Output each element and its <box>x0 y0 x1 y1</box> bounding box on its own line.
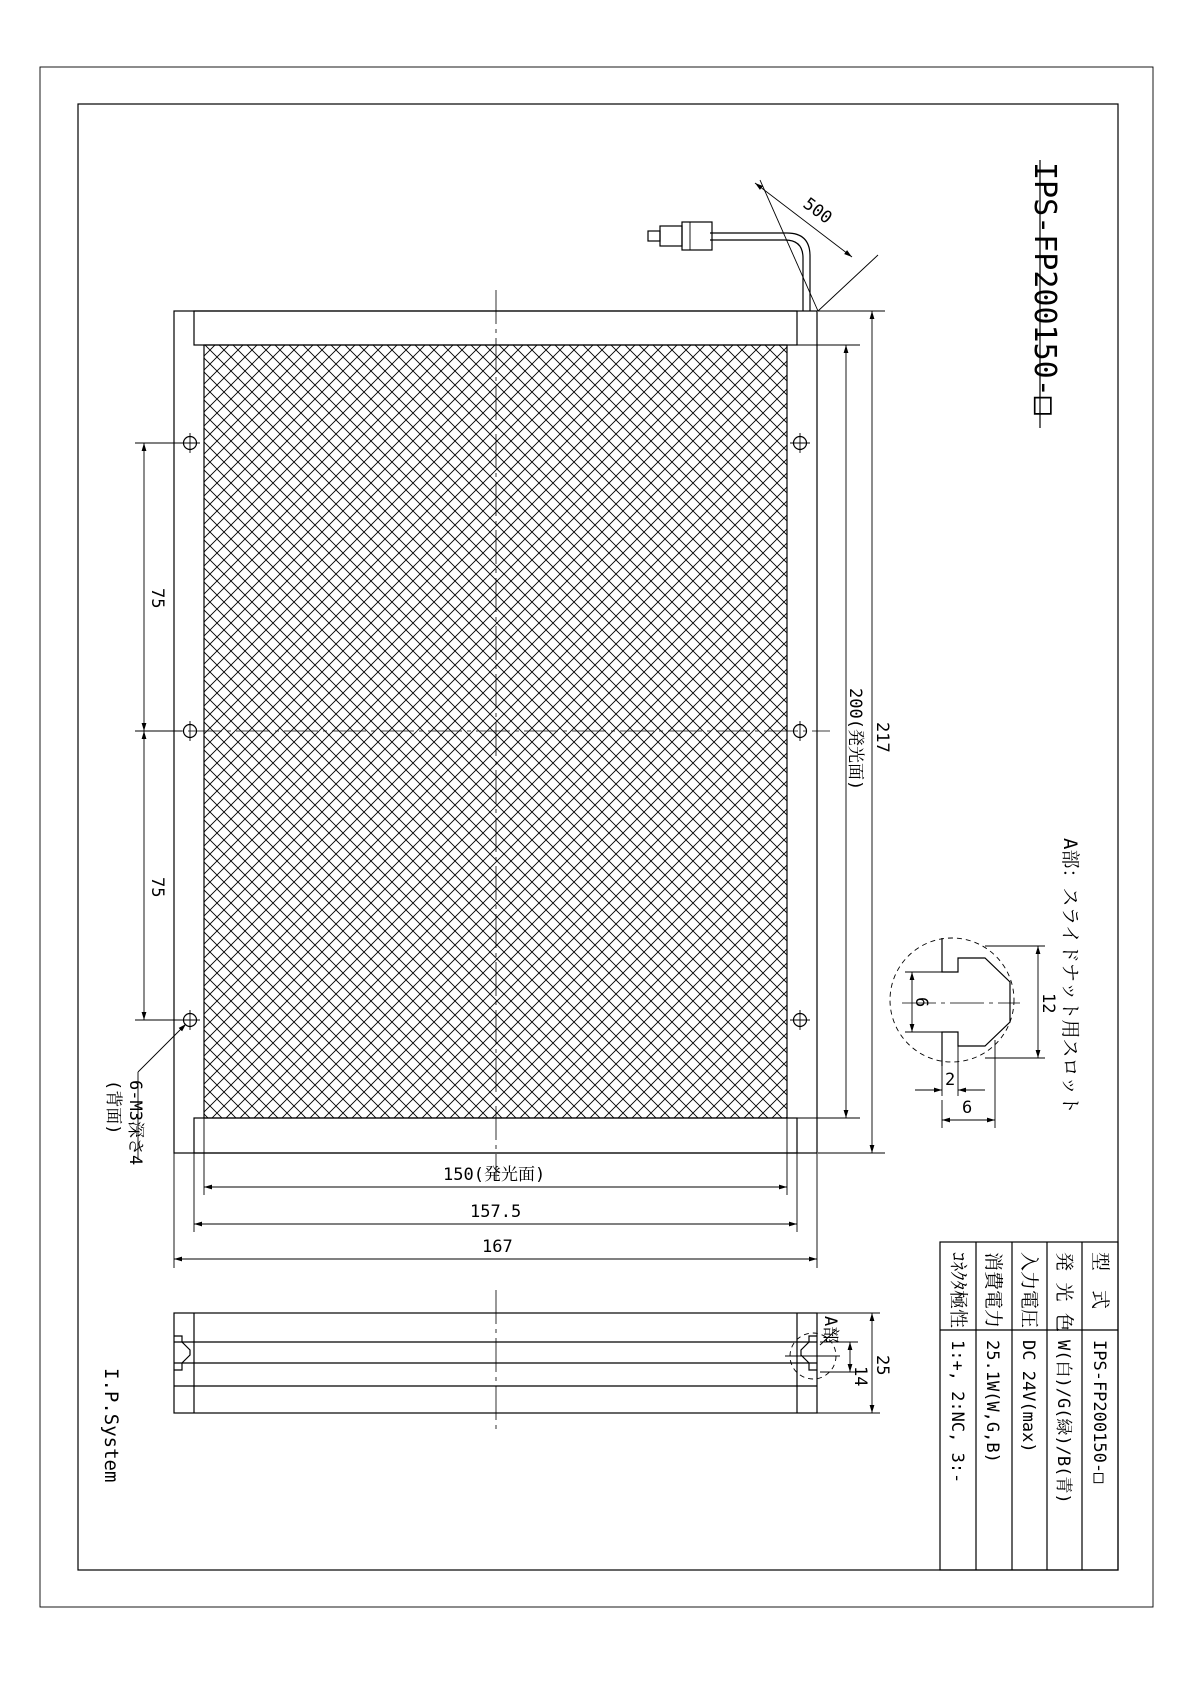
detail-dim-depth: 6 <box>962 1098 973 1118</box>
detail-dim-lip: 2 <box>945 1070 956 1090</box>
dim-cable-length: 500 <box>799 194 836 229</box>
spec-label-power: 消費電力 <box>982 1252 1004 1329</box>
spec-value-polarity: 1:+, 2:NC, 3:- <box>947 1340 967 1484</box>
dim-overall-width: 167 <box>482 1237 513 1257</box>
dim-mid-width: 157.5 <box>470 1202 522 1222</box>
front-view <box>140 222 830 1180</box>
spec-value-color: W(白)/G(緑)/B(青) <box>1053 1340 1073 1504</box>
dim-thickness: 25 <box>872 1355 892 1376</box>
detail-dim-height: 12 <box>1038 993 1058 1014</box>
side-view <box>174 1290 840 1430</box>
company-name: I.P.System <box>100 1368 122 1483</box>
spec-label-model: 型 式 <box>1089 1252 1111 1310</box>
dim-hole-pitch-upper: 75 <box>147 588 167 609</box>
detail-a <box>890 938 1058 1128</box>
spec-label-color: 発 光 色 <box>1053 1252 1075 1332</box>
side-callout: A部 <box>820 1316 840 1344</box>
emitting-area <box>204 345 787 1118</box>
mounting-hole <box>790 433 810 453</box>
bottom-frame <box>194 1118 797 1153</box>
detail-dim-slot: 6 <box>911 997 931 1008</box>
spec-label-polarity: ｺﾈｸﾀ極性 <box>947 1252 969 1329</box>
spec-value-model: IPS-FP200150-□ <box>1089 1340 1109 1484</box>
top-frame <box>194 311 797 345</box>
side-view-dimensions <box>817 1313 892 1413</box>
dim-hole-pitch-lower: 75 <box>147 877 167 898</box>
mounting-hole <box>180 433 200 453</box>
spec-label-voltage: 入力電圧 <box>1018 1252 1040 1329</box>
mounting-hole <box>790 1010 810 1030</box>
model-title: IPS-FP200150-□ <box>1027 162 1062 415</box>
cable-connector <box>648 222 810 311</box>
spec-value-power: 25.1W(W,G,B) <box>982 1340 1002 1463</box>
dim-emitting-width: 150(発光面) <box>443 1165 546 1185</box>
hole-note-line2: (背面) <box>103 1080 123 1135</box>
spec-value-voltage: DC 24V(max) <box>1018 1340 1038 1453</box>
dim-slot-pitch: 14 <box>850 1366 870 1387</box>
detail-title: A部：スライドナット用スロット <box>1059 838 1081 1115</box>
dim-overall-height: 217 <box>872 722 892 753</box>
dim-emitting-height: 200(発光面) <box>845 688 865 791</box>
hole-note-line1: 6-M3深さ4 <box>125 1080 145 1166</box>
